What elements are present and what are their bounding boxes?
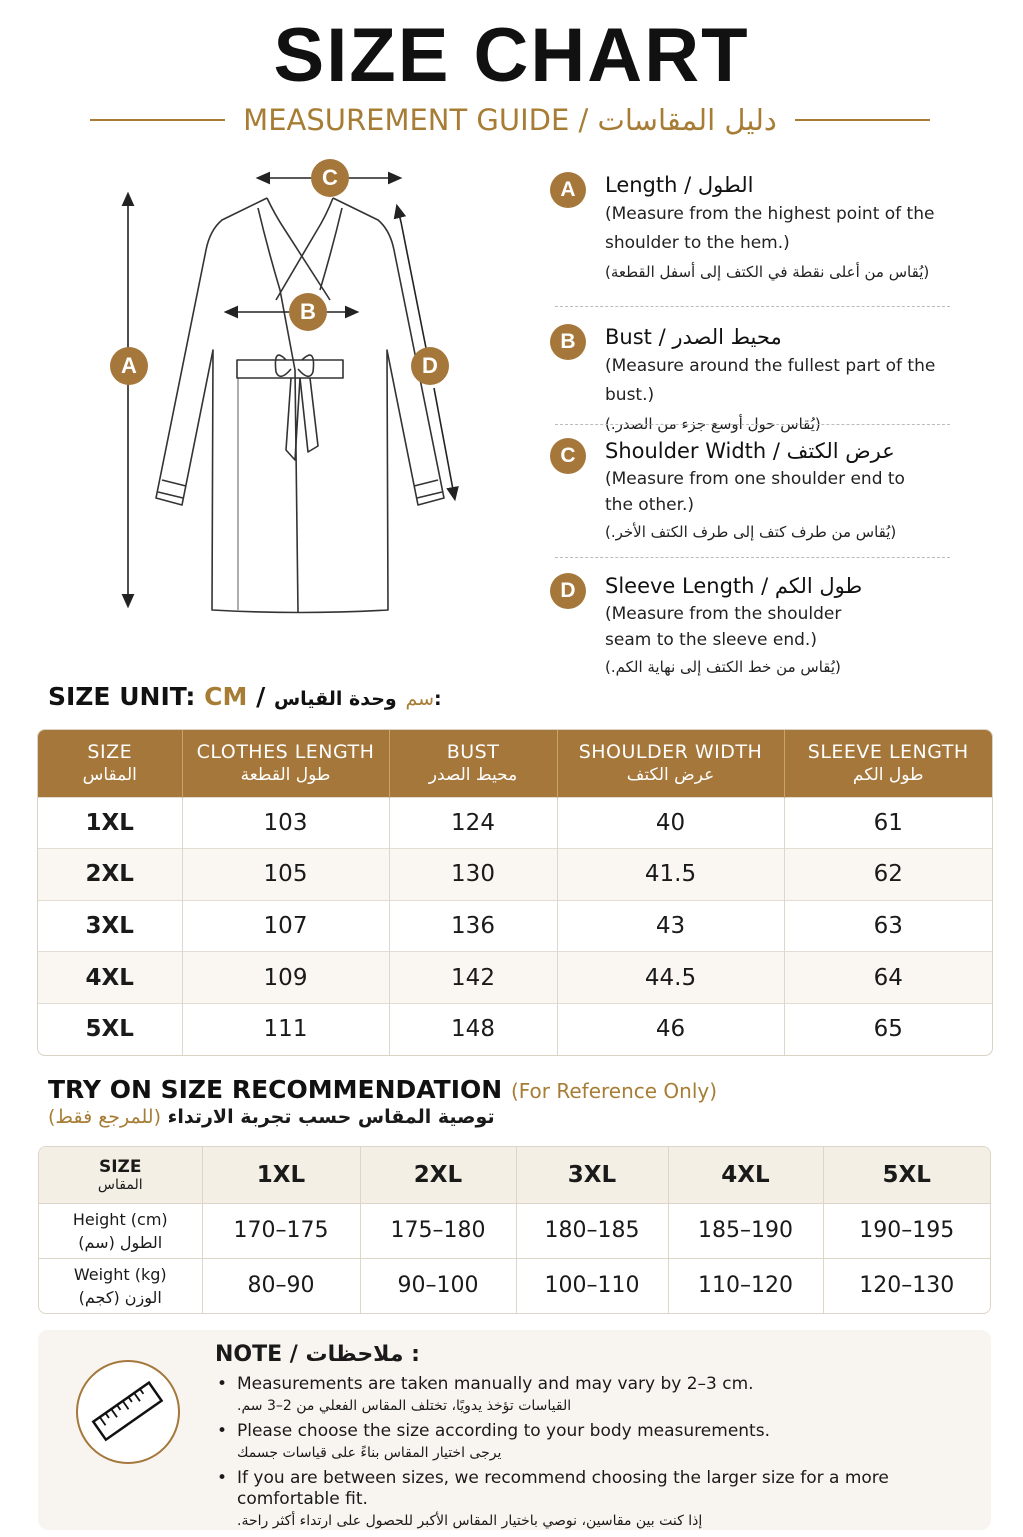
robe-illustration <box>90 150 490 630</box>
cell-shoulder: 43 <box>557 900 784 952</box>
divider <box>555 424 950 425</box>
cell-shoulder: 41.5 <box>557 849 784 901</box>
size-unit-ar-label: وحدة القياس: <box>273 688 442 710</box>
weight-cell: 120–130 <box>823 1258 990 1313</box>
measure-d-ar: (يُقاس من خط الكتف إلى نهاية الكم.) <box>605 658 841 676</box>
list-item: • If you are between sizes, we recommend choosing the larger size for a more comfortable fit. إذا كنت بين مقاسين، نوصي باختيار المقاس الأكبر للحصول على ارتداء أكثر راحة. <box>215 1468 955 1532</box>
cell-length: 105 <box>182 849 389 901</box>
recommendation-title-ar: (للمرجع فقط) توصية المقاس حسب تجربة الارتداء <box>48 1106 495 1128</box>
height-row <box>39 1203 990 1258</box>
height-cell: 180–185 <box>516 1203 668 1258</box>
weight-cell: 80–90 <box>202 1258 360 1313</box>
cell-size: 5XL <box>38 1003 182 1055</box>
rec-header-3xl: 3XL <box>516 1147 668 1203</box>
cell-size: 3XL <box>38 900 182 952</box>
measure-b-ar: (يُقاس حول أوسع جزء من الصدر.) <box>605 415 821 433</box>
cell-length: 103 <box>182 797 389 849</box>
measure-a-desc: (Measure from the highest point of the shoulder to the hem.) <box>605 204 935 253</box>
size-unit-ar-value: سم <box>405 688 435 710</box>
subtitle-row <box>90 100 930 140</box>
list-item: • Measurements are taken manually and may vary by 2–3 cm. القياسات تؤخذ يدويًا، تختلف المقاس الفعلي من 2–3 سم. <box>215 1374 955 1417</box>
cell-size: 4XL <box>38 952 182 1004</box>
cell-bust: 124 <box>389 797 557 849</box>
divider-right <box>795 119 930 121</box>
measure-a-title: Length / الطول <box>605 173 754 197</box>
table-row <box>38 849 992 901</box>
cell-shoulder: 46 <box>557 1003 784 1055</box>
weight-label: Weight (kg) الوزن (كجم) <box>39 1258 202 1313</box>
divider <box>555 557 950 558</box>
divider <box>555 306 950 307</box>
size-unit-value: CM <box>204 682 248 711</box>
cell-shoulder: 44.5 <box>557 952 784 1004</box>
cell-length: 109 <box>182 952 389 1004</box>
measure-c-ar: (يُقاس من طرف كتف إلى طرف الكتف الأخر.) <box>605 523 897 541</box>
col-header-bust: BUST محيط الصدر <box>389 730 557 797</box>
cell-size: 1XL <box>38 797 182 849</box>
rec-header-1xl: 1XL <box>202 1147 360 1203</box>
recommendation-title: TRY ON SIZE RECOMMENDATION (For Reference Only) <box>48 1075 718 1104</box>
measure-d-title: Sleeve Length / طول الكم <box>605 574 863 598</box>
recommendation-note-ar: (للمرجع فقط) <box>48 1106 162 1128</box>
measure-b-desc: (Measure around the fullest part of the bust.) <box>605 356 936 405</box>
badge-c: C <box>550 438 586 474</box>
measure-a-ar: (يُقاس من أعلى نقطة في الكتف إلى أسفل القطعة) <box>605 263 930 281</box>
table-row <box>38 900 992 952</box>
cell-sleeve: 65 <box>784 1003 992 1055</box>
rec-header-4xl: 4XL <box>668 1147 823 1203</box>
weight-cell: 90–100 <box>360 1258 516 1313</box>
size-table <box>37 729 993 1056</box>
cell-bust: 130 <box>389 849 557 901</box>
measure-b-title: Bust / محيط الصدر <box>605 325 782 349</box>
col-header-length: CLOTHES LENGTH طول القطعة <box>182 730 389 797</box>
size-unit-label: SIZE UNIT: <box>48 682 196 711</box>
cell-bust: 136 <box>389 900 557 952</box>
diagram-badge-c: C <box>311 159 349 197</box>
badge-b: B <box>550 324 586 360</box>
cell-length: 111 <box>182 1003 389 1055</box>
cell-sleeve: 62 <box>784 849 992 901</box>
rec-header-size: SIZE المقاس <box>39 1147 202 1203</box>
height-label: Height (cm) الطول (سم) <box>39 1203 202 1258</box>
cell-sleeve: 64 <box>784 952 992 1004</box>
ruler-icon <box>76 1360 180 1464</box>
measure-d-desc: (Measure from the shoulder seam to the sleeve end.) <box>605 604 842 650</box>
cell-bust: 148 <box>389 1003 557 1055</box>
size-unit <box>48 682 442 711</box>
measure-d <box>550 571 960 681</box>
table-row <box>38 1003 992 1055</box>
divider-left <box>90 119 225 121</box>
cell-sleeve: 63 <box>784 900 992 952</box>
diagram-badge-a: A <box>110 347 148 385</box>
robe-diagram <box>90 150 490 630</box>
badge-a: A <box>550 172 586 208</box>
table-row <box>38 797 992 849</box>
note-title: NOTE / ملاحظات : <box>215 1342 420 1367</box>
subtitle: MEASUREMENT GUIDE / دليل المقاسات <box>243 103 777 137</box>
cell-bust: 142 <box>389 952 557 1004</box>
col-header-sleeve: SLEEVE LENGTH طول الكم <box>784 730 992 797</box>
height-cell: 185–190 <box>668 1203 823 1258</box>
recommendation-note: (For Reference Only) <box>510 1079 718 1103</box>
note-list <box>215 1374 955 1536</box>
height-cell: 170–175 <box>202 1203 360 1258</box>
cell-size: 2XL <box>38 849 182 901</box>
cell-sleeve: 61 <box>784 797 992 849</box>
page-title: SIZE CHART <box>273 13 750 98</box>
measure-a <box>550 170 960 286</box>
measure-c-title: Shoulder Width / عرض الكتف <box>605 439 895 463</box>
height-cell: 190–195 <box>823 1203 990 1258</box>
col-header-shoulder: SHOULDER WIDTH عرض الكتف <box>557 730 784 797</box>
measure-c-desc: (Measure from one shoulder end to the other.) <box>605 469 905 515</box>
list-item: • Please choose the size according to your body measurements. يرجى اختيار المقاس بناءً على قياسات جسمك <box>215 1421 955 1464</box>
rec-header-2xl: 2XL <box>360 1147 516 1203</box>
recommendation-table <box>38 1146 991 1314</box>
cell-shoulder: 40 <box>557 797 784 849</box>
weight-row <box>39 1258 990 1313</box>
rec-header-5xl: 5XL <box>823 1147 990 1203</box>
measure-b <box>550 322 960 438</box>
table-row <box>38 952 992 1004</box>
cell-length: 107 <box>182 900 389 952</box>
measure-c <box>550 436 960 546</box>
note-box <box>38 1330 991 1530</box>
height-cell: 175–180 <box>360 1203 516 1258</box>
badge-d: D <box>550 573 586 609</box>
size-unit-slash: / <box>256 682 266 711</box>
weight-cell: 110–120 <box>668 1258 823 1313</box>
diagram-badge-b: B <box>289 293 327 331</box>
weight-cell: 100–110 <box>516 1258 668 1313</box>
diagram-badge-d: D <box>411 347 449 385</box>
col-header-size: SIZE المقاس <box>38 730 182 797</box>
